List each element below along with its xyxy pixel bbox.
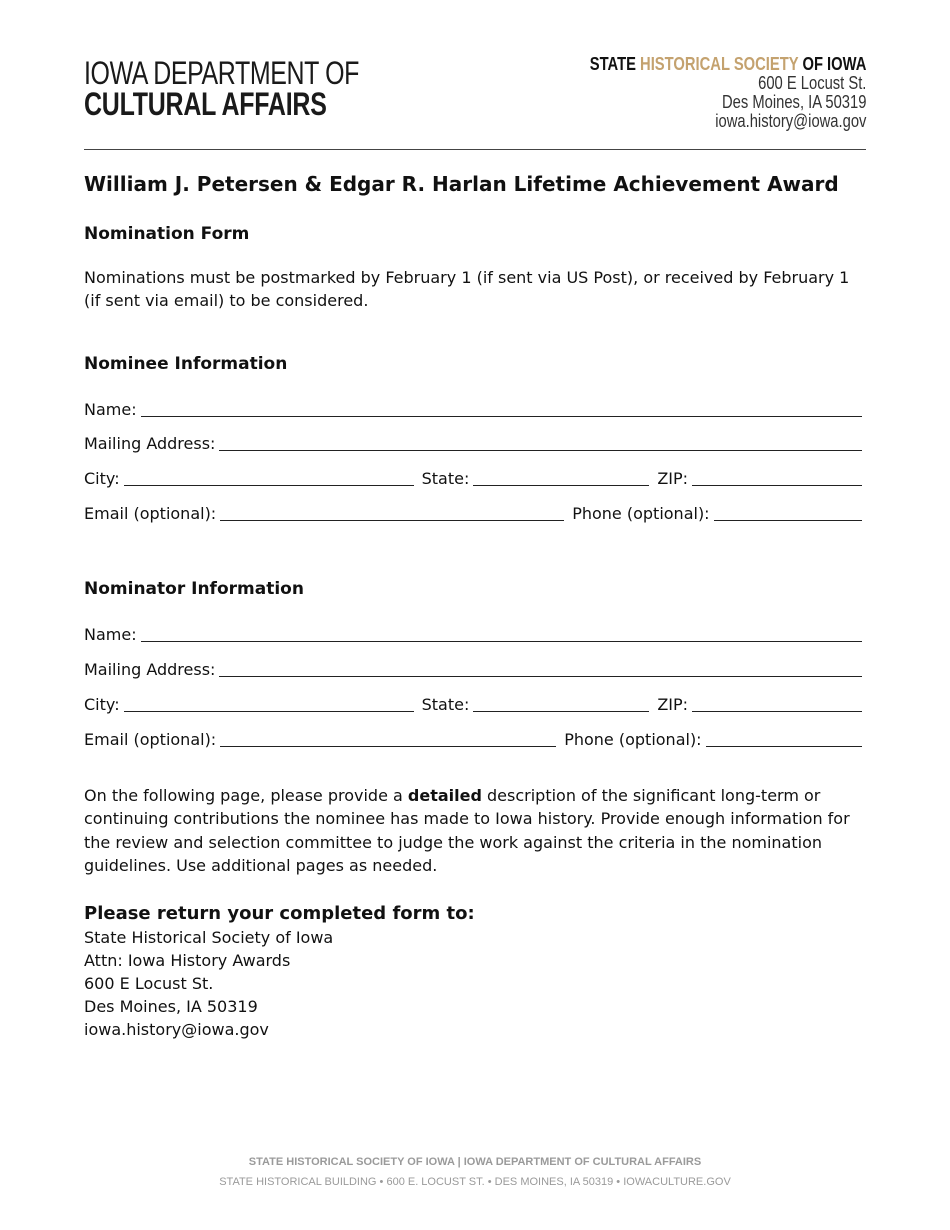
org-name-suffix: OF IOWA xyxy=(802,54,866,74)
nominee-city-field[interactable] xyxy=(124,469,414,486)
nominee-city-row xyxy=(84,466,862,488)
nominee-email-label: Email (optional): xyxy=(84,504,217,523)
logo-line1: IOWA DEPARTMENT OF xyxy=(84,55,359,91)
nominator-name-field[interactable] xyxy=(141,625,862,642)
org-street: 600 E Locust St. xyxy=(757,73,866,93)
nominator-mailing-field[interactable] xyxy=(219,660,862,677)
nominee-mailing-field[interactable] xyxy=(219,434,862,451)
footer-line1: STATE HISTORICAL SOCIETY OF IOWA | IOWA DEPARTMENT OF CULTURAL AFFAIRS xyxy=(248,1156,702,1168)
nominator-state-field[interactable] xyxy=(473,695,649,712)
instructions-paragraph xyxy=(84,784,869,877)
nominator-email-label: Email (optional): xyxy=(84,730,217,749)
return-address-block xyxy=(84,902,475,1041)
nominee-name-row xyxy=(84,397,862,419)
nominator-mailing-row xyxy=(84,657,862,679)
org-name-prefix: STATE xyxy=(589,54,636,74)
nominee-state-label: State: xyxy=(421,469,470,488)
nominee-name-label: Name: xyxy=(84,400,137,419)
nominator-city-label: City: xyxy=(84,695,120,714)
footer-line2: STATE HISTORICAL BUILDING • 600 E. LOCUST ST. • DES MOINES, IA 50319 • IOWACULTURE.GOV xyxy=(219,1176,731,1188)
org-contact-block xyxy=(589,54,866,131)
return-line: State Historical Society of Iowa xyxy=(84,928,334,947)
nominator-contact-row xyxy=(84,727,862,749)
nominee-city-label: City: xyxy=(84,469,120,488)
return-line: Des Moines, IA 50319 xyxy=(84,997,258,1016)
org-email: iowa.history@iowa.gov xyxy=(714,111,866,131)
nominator-city-row xyxy=(84,692,862,714)
form-title: Nomination Form xyxy=(84,224,250,244)
page-title: William J. Petersen & Edgar R. Harlan Lifetime Achievement Award xyxy=(84,172,839,196)
deadline-note: Nominations must be postmarked by February 1 (if sent via US Post), or received by February 1 (if sent via email) to be considered. xyxy=(84,268,850,311)
header-divider xyxy=(84,149,866,150)
nominee-contact-row xyxy=(84,501,862,523)
org-city: Des Moines, IA 50319 xyxy=(721,92,866,112)
logo-line2: CULTURAL AFFAIRS xyxy=(84,86,327,122)
org-name xyxy=(589,54,866,74)
nominator-name-label: Name: xyxy=(84,625,137,644)
nominator-mailing-label: Mailing Address: xyxy=(84,660,216,679)
instructions-text-1: On the following page, please provide a xyxy=(84,786,408,805)
return-line: 600 E Locust St. xyxy=(84,974,214,993)
nominee-email-field[interactable] xyxy=(220,504,564,521)
nominee-heading: Nominee Information xyxy=(84,354,288,374)
nominator-zip-label: ZIP: xyxy=(657,695,689,714)
nominator-city-field[interactable] xyxy=(124,695,414,712)
nominator-phone-label: Phone (optional): xyxy=(564,730,702,749)
nominee-mailing-row xyxy=(84,431,862,453)
return-heading: Please return your completed form to: xyxy=(84,903,475,924)
nominator-name-row xyxy=(84,622,862,644)
return-line: Attn: Iowa History Awards xyxy=(84,951,291,970)
nominee-mailing-label: Mailing Address: xyxy=(84,434,216,453)
nominee-phone-label: Phone (optional): xyxy=(572,504,710,523)
department-logo xyxy=(84,55,359,122)
return-line: iowa.history@iowa.gov xyxy=(84,1020,269,1039)
nominator-heading: Nominator Information xyxy=(84,579,304,599)
instructions-text-2: description of the significant long-term or continuing contributions the nominee has made to Iowa history. Provide enough information for the review and selection committee to judge the work against the criteria in the nomination guidelines. Use additional pages as needed. xyxy=(84,786,850,875)
nominee-zip-field[interactable] xyxy=(692,469,862,486)
nominator-email-field[interactable] xyxy=(220,730,556,747)
nominee-phone-field[interactable] xyxy=(714,504,862,521)
nominator-state-label: State: xyxy=(421,695,470,714)
nominee-zip-label: ZIP: xyxy=(657,469,689,488)
nominator-zip-field[interactable] xyxy=(692,695,862,712)
nominator-phone-field[interactable] xyxy=(706,730,862,747)
org-name-accent: HISTORICAL SOCIETY xyxy=(639,54,798,74)
instructions-emphasis: detailed xyxy=(407,786,482,805)
nominee-name-field[interactable] xyxy=(141,400,862,417)
nominee-state-field[interactable] xyxy=(473,469,649,486)
